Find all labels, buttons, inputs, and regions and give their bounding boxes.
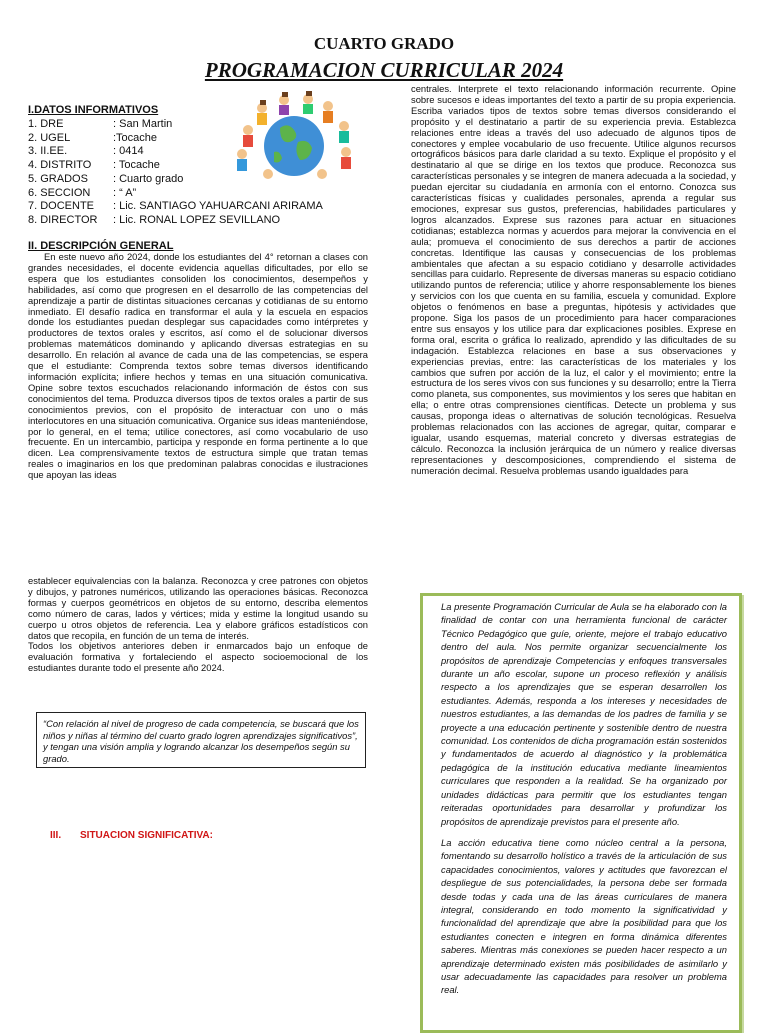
descripcion-text-left: En este nuevo año 2024, donde los estudiantes del 4° retornan a clases con grandes necesidades, el docente evidencia aquellas dificultades, por ello se espera que los estudiantes consoliden los conocimientos, desempeños y habilidades, así como que progresen en el desarrollo de las competencias del aprendizaje a partir de distintas situaciones cercanas y cotidianas de su entorno inmediato. El desafío radica en transformar el aula y la escuela en espacios donde los estudiantes puedan desplegar sus capacidades como intérpretes y productores de textos orales y escritos, así como el de solucionar diversos problemas matemáticos dominando y aplicando diversas estrategias en su desarrollo. En relación al avance de cada una de las competencias, se espera que el estudiante: Comprenda textos sobre temas diversos identificando información explícita; infiere hechos y temas en una situación comunicativa. Opine sobre textos escuchados relacionando información de éstos con sus conocimientos del tema. Produzca diversos tipos de textos orales a partir de sus conocimientos previos, con el propósito de interactuar con uno o más interlocutores en una situación comunicativa. Organice sus ideas manteniéndose, por lo general, en el tema; utilice conectores, así como vocabulario de uso frecuente. En un intercambio, participa y responde en forma pertinente a lo que dicen. Lea comprensivamente textos de estructura simple que tratan temas reales o imaginarios en los que predominan palabras conocidas e ilustraciones que apoyan las ideas (28, 251, 368, 481)
situacion-number: III. (50, 830, 62, 841)
datos-row (28, 187, 323, 201)
summary-green-box (420, 593, 742, 1033)
descripcion-closing-text: Todos los objetivos anteriores deben ir enmarcados bajo un enfoque de evaluación formativa y fortaleciendo el aspecto socioemocional de los estudiantes durante todo el presente año 2024. (28, 640, 368, 674)
datos-row-value: : Tocache (113, 159, 160, 172)
datos-row-label: 7. DOCENTE (28, 200, 95, 213)
quote-box: “Con relación al nivel de progreso de cada competencia, se buscará que los niños y niñas al término del cuarto grado logren aprendizajes significativos”, y tengan una visión amplia y logrando alcanzar los desempeños según su grado. (36, 712, 366, 768)
summary-paragraph-1: La presente Programación Curricular de Aula se ha elaborado con la finalidad de contar con una herramienta funcional de carácter Técnico Pedagógico que guíe, oriente, mejore el trabajo educativo dentro del aula. Nos permite organizar secuencialmente los propósitos de aprendizaje Competencias y enfoques transversales durante un año escolar, supone un proceso reflexión y análisis respecto a los aprendizajes que se esperan desarrollen los estudiantes. Además, responda a los intereses y necesidades de nuestros estudiantes, a las demandas de los padres de familia y se proyecte a una educación pertinente y sostenible dentro de nuestra comunidad. Los contenidos de dicha programación están sostenidos y fundamentados de acuerdo al diagnóstico y la problemática pedagógica de la institución educativa mediante lineamientos curriculares que responden a la realidad. Se ha organizado por unidades didácticas para permitir que los estudiantes tengan reiteradas oportunidades para desarrollar y profundizar los propósitos de aprendizaje previstos para el presente año. (441, 601, 727, 827)
datos-row-label: 6. SECCION (28, 186, 91, 199)
descripcion-heading: II. DESCRIPCIÓN GENERAL (28, 240, 174, 252)
situacion-label: SITUACION SIGNIFICATIVA: (80, 830, 213, 841)
datos-row-label: 8. DIRECTOR (28, 213, 98, 226)
datos-row-label: 3. II.EE. (28, 145, 68, 158)
datos-row-value: :Tocache (113, 131, 158, 144)
descripcion-text-right: centrales. Interprete el texto relacionando información recurrente. Opine sobre sucesos e ideas importantes del texto a partir de su propia experiencia. Escriba variados tipos de textos sobre temas diversos considerando el propósito y el destinatario a partir de su experiencia previa. Establezca relaciones entre ideas a través del uso adecuado de algunos tipos de conectores y emplee vocabulario de uso frecuente. Utilice algunos recursos ortográficos básicos para darle claridad a su texto. Explique el propósito y el destinatario al que se dirige en los textos que produce. Reconozca sus características personales y se integren de manera adecuada a la sociedad, y puedan ejercitar su ciudadanía en armonía con el entorno. Conozca sus características físicas y cualidades personales, aprenda a regular sus emociones, expresar sus gustos, preferencias, habilidades particulares y logros alcanzados. Exprese sus razones para actuar en situaciones cotidianas; establezca normas y acuerdos para mejorar la convivencia en el aula; promueva el conocimiento de sus derechos a partir de acciones concretas. Identifique las causas y consecuencias de los problemas ambientales que afectan a su espacio cotidiano y desarrolle actividades sencillas para cuidarlo. Represente de diversas maneras su espacio cotidiano utilizando puntos de referencia; utilice y ahorre responsablemente los bienes y servicios con los que cuenta en su familia, escuela y comunidad. Explore objetos o fenómenos en base a preguntas, hipótesis y actividades que propone. Siga los pasos de un procedimiento para hacer comparaciones entre sus ensayos y los utilice para dar explicaciones posibles. Exprese en forma oral, escrita o gráfica lo realizado, aprendido y las dificultades de su indagación. Establezca relaciones en base a sus observaciones y experiencias previas, entre: las características de los materiales y los cambios que sufren por acción de la luz, el calor y el movimiento; entre la estructura de los seres vivos con sus funciones y su desarrollo; entre la Tierra como planeta, sus componentes, sus movimientos y los seres que habitan en ella; o entre otras comprensiones científicas. Detecte un problema y sus causas, proponga ideas o alternativas de solución tecnológicas. Resuelva problemas relacionados con las acciones de agregar, quitar, comparar e igualar, usando esquemas, material concreto y diversas estrategias de cálculo. Reconozca la inclusión jerárquica de un número y realice diversas representaciones y descomposiciones, comprendiendo el sistema de numeración decimal. Resuelva problemas usando igualdades para (411, 83, 736, 476)
descripcion-continuation (28, 576, 368, 674)
datos-row-value: : “ A” (113, 186, 137, 199)
datos-row-value: : Lic. SANTIAGO YAHUARCANI ARIRAMA (113, 200, 323, 213)
datos-row-label: 2. UGEL (28, 131, 71, 144)
datos-heading: I.DATOS INFORMATIVOS (28, 104, 159, 116)
children-globe-illustration (228, 90, 360, 182)
datos-row-label: 4. DISTRITO (28, 159, 92, 172)
datos-row (28, 200, 323, 214)
datos-row (28, 214, 323, 228)
descripcion-continuation-text: establecer equivalencias con la balanza. Reconozca y cree patrones con objetos y dibujos, y patrones numéricos, utilizando las operaciones básicas. Reconozca formas y cuerpos geométricos en objetos de su entorno, describa elementos como número de caras, lados y vértices; mida y estime la longitud usando su cuerpo u otros objetos de referencia. Lea y elabore gráficos estadísticos con datos que recopila, en función de un tema de interés. (28, 575, 368, 641)
datos-row-value: : Lic. RONAL LOPEZ SEVILLANO (113, 213, 281, 226)
situacion-heading (50, 830, 213, 841)
datos-row-value: : San Martin (113, 118, 173, 130)
summary-paragraph-2: La acción educativa tiene como núcleo central a la persona, fomentando su desarrollo holístico a través de la articulación de sus capacidades conocimientos, valores y actitudes que favorezcan el despliegue de sus potencialidades, la persona debe ser formada desde todas y cada una de las áreas curriculares de manera integral, considerando en todo momento la significatividad y funcionalidad del aprendizaje que abre la posibilidad para que los estudiantes conecten e integren en forma dinámica diferentes saberes. Mientras más conexiones se pueden hacer respecto a un aprendizaje determinado existen más posibilidades de asimilarlo y usar adecuadamente las capacidades para resolver un problema real. (441, 836, 727, 996)
datos-row-value: : Cuarto grado (113, 172, 184, 185)
datos-row-value: : 0414 (113, 145, 144, 158)
datos-row-label: 5. GRADOS (28, 172, 88, 185)
document-title: PROGRAMACION CURRICULAR 2024 (204, 58, 564, 82)
grade-heading: CUARTO GRADO (313, 34, 455, 53)
datos-row-label: 1. DRE (28, 118, 64, 130)
